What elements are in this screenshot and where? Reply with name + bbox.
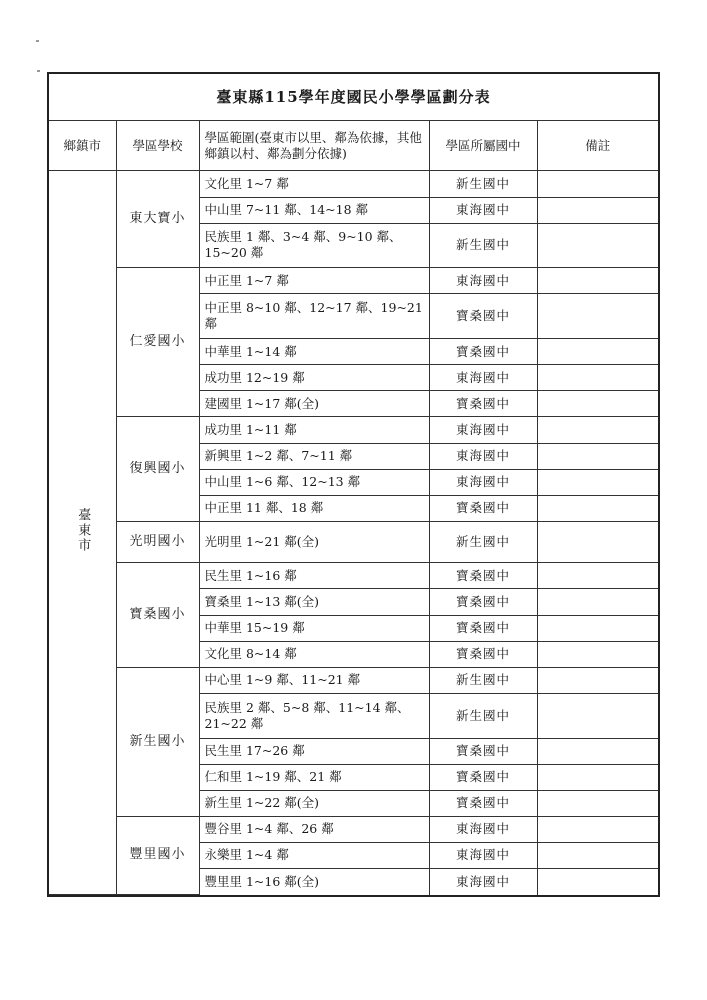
district-range: 中正里 11 鄰、18 鄰 xyxy=(199,495,429,521)
junior-high-school: 東海國中 xyxy=(429,816,537,842)
district-range: 中心里 1~9 鄰、11~21 鄰 xyxy=(199,667,429,693)
junior-high-school: 東海國中 xyxy=(429,868,537,894)
header-school: 學區學校 xyxy=(116,121,199,171)
note-cell xyxy=(537,641,658,667)
junior-high-school: 東海國中 xyxy=(429,365,537,391)
district-range: 成功里 1~11 鄰 xyxy=(199,417,429,443)
district-range: 光明里 1~21 鄰(全) xyxy=(199,521,429,563)
junior-high-school: 新生國中 xyxy=(429,223,537,268)
junior-high-school: 東海國中 xyxy=(429,417,537,443)
district-range: 寶桑里 1~13 鄰(全) xyxy=(199,589,429,615)
junior-high-school: 寶桑國中 xyxy=(429,495,537,521)
junior-high-school: 東海國中 xyxy=(429,197,537,223)
junior-high-school: 寶桑國中 xyxy=(429,790,537,816)
table-row xyxy=(49,417,658,443)
junior-high-school: 東海國中 xyxy=(429,842,537,868)
junior-high-school: 寶桑國中 xyxy=(429,641,537,667)
junior-high-school: 新生國中 xyxy=(429,521,537,563)
note-cell xyxy=(537,417,658,443)
note-cell xyxy=(537,790,658,816)
note-cell xyxy=(537,365,658,391)
note-cell xyxy=(537,868,658,894)
note-cell xyxy=(537,495,658,521)
district-range: 建國里 1~17 鄰(全) xyxy=(199,391,429,417)
district-range: 永樂里 1~4 鄰 xyxy=(199,842,429,868)
header-range: 學區範圍(臺東市以里、鄰為依據，其他鄉鎮以村、鄰為劃分依據) xyxy=(199,121,429,171)
header-note: 備註 xyxy=(537,121,658,171)
junior-high-school: 東海國中 xyxy=(429,443,537,469)
table-row xyxy=(49,171,658,197)
note-cell xyxy=(537,294,658,339)
note-cell xyxy=(537,521,658,563)
header-town: 鄉鎮市 xyxy=(49,121,116,171)
junior-high-school: 寶桑國中 xyxy=(429,589,537,615)
junior-high-school: 寶桑國中 xyxy=(429,563,537,589)
note-cell xyxy=(537,615,658,641)
district-range: 中山里 1~6 鄰、12~13 鄰 xyxy=(199,469,429,495)
school-district-table xyxy=(47,72,660,897)
table-row xyxy=(49,667,658,693)
junior-high-school: 寶桑國中 xyxy=(429,294,537,339)
district-range: 中正里 8~10 鄰、12~17 鄰、19~21 鄰 xyxy=(199,294,429,339)
district-range: 民族里 2 鄰、5~8 鄰、11~14 鄰、21~22 鄰 xyxy=(199,693,429,738)
note-cell xyxy=(537,391,658,417)
note-cell xyxy=(537,764,658,790)
junior-high-school: 寶桑國中 xyxy=(429,615,537,641)
note-cell xyxy=(537,171,658,197)
note-cell xyxy=(537,589,658,615)
school-name: 復興國小 xyxy=(116,417,199,521)
district-range: 中華里 15~19 鄰 xyxy=(199,615,429,641)
note-cell xyxy=(537,816,658,842)
junior-high-school: 新生國中 xyxy=(429,171,537,197)
district-range: 仁和里 1~19 鄰、21 鄰 xyxy=(199,764,429,790)
district-range: 中山里 7~11 鄰、14~18 鄰 xyxy=(199,197,429,223)
town-cell xyxy=(49,171,116,895)
district-range: 新興里 1~2 鄰、7~11 鄰 xyxy=(199,443,429,469)
district-range: 新生里 1~22 鄰(全) xyxy=(199,790,429,816)
district-range: 中華里 1~14 鄰 xyxy=(199,339,429,365)
note-cell xyxy=(537,443,658,469)
table-row xyxy=(49,521,658,563)
table-row xyxy=(49,816,658,842)
note-cell xyxy=(537,268,658,294)
district-range: 文化里 1~7 鄰 xyxy=(199,171,429,197)
note-cell xyxy=(537,223,658,268)
junior-high-school: 東海國中 xyxy=(429,268,537,294)
note-cell xyxy=(537,842,658,868)
school-name: 東大寶小 xyxy=(116,171,199,268)
school-name: 仁愛國小 xyxy=(116,268,199,417)
scan-mark xyxy=(37,70,40,72)
district-range: 豐谷里 1~4 鄰、26 鄰 xyxy=(199,816,429,842)
scan-mark xyxy=(36,40,39,42)
note-cell xyxy=(537,563,658,589)
district-range: 中正里 1~7 鄰 xyxy=(199,268,429,294)
school-name: 光明國小 xyxy=(116,521,199,563)
title-row xyxy=(49,74,658,121)
junior-high-school: 新生國中 xyxy=(429,693,537,738)
header-row xyxy=(49,121,658,171)
note-cell xyxy=(537,667,658,693)
junior-high-school: 寶桑國中 xyxy=(429,738,537,764)
note-cell xyxy=(537,339,658,365)
junior-high-school: 寶桑國中 xyxy=(429,764,537,790)
district-range: 文化里 8~14 鄰 xyxy=(199,641,429,667)
table-row xyxy=(49,268,658,294)
table-title: 臺東縣115學年度國民小學學區劃分表 xyxy=(49,74,658,121)
school-name: 豐里國小 xyxy=(116,816,199,894)
district-range: 豐里里 1~16 鄰(全) xyxy=(199,868,429,894)
district-range: 成功里 12~19 鄰 xyxy=(199,365,429,391)
school-name: 新生國小 xyxy=(116,667,199,816)
district-range: 民族里 1 鄰、3~4 鄰、9~10 鄰、15~20 鄰 xyxy=(199,223,429,268)
district-range: 民生里 1~16 鄰 xyxy=(199,563,429,589)
school-name: 寶桑國小 xyxy=(116,563,199,667)
town-name: 臺東市 xyxy=(75,508,91,554)
note-cell xyxy=(537,469,658,495)
table-row xyxy=(49,563,658,589)
note-cell xyxy=(537,197,658,223)
junior-high-school: 寶桑國中 xyxy=(429,391,537,417)
junior-high-school: 寶桑國中 xyxy=(429,339,537,365)
junior-high-school: 東海國中 xyxy=(429,469,537,495)
district-range: 民生里 17~26 鄰 xyxy=(199,738,429,764)
junior-high-school: 新生國中 xyxy=(429,667,537,693)
header-junior: 學區所屬國中 xyxy=(429,121,537,171)
note-cell xyxy=(537,738,658,764)
note-cell xyxy=(537,693,658,738)
